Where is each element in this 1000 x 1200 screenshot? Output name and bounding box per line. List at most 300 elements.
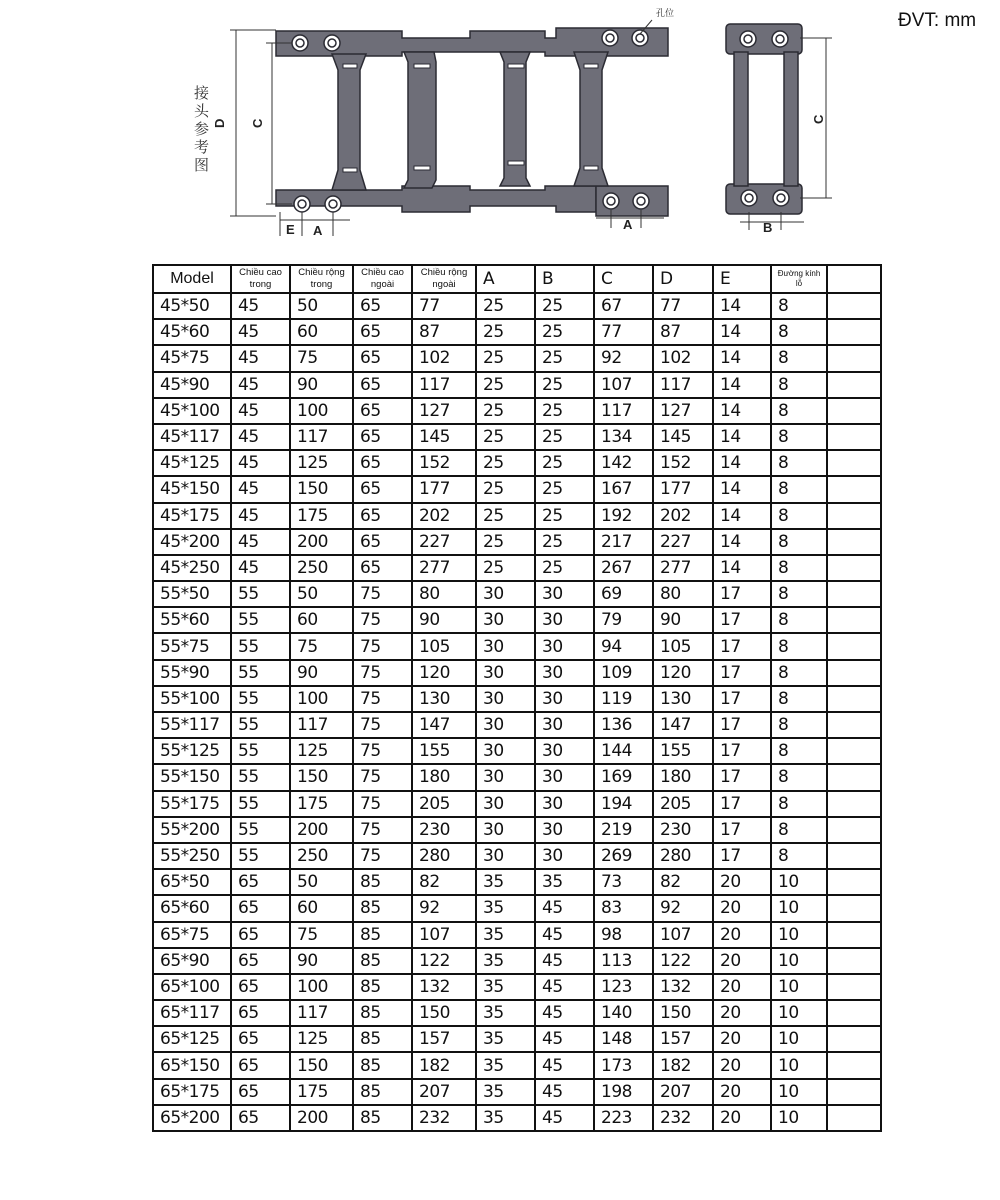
cell-hole-diameter: 10	[771, 895, 827, 921]
cell-e: 14	[713, 529, 771, 555]
cell-outer-width: 87	[412, 319, 476, 345]
cell-inner-height: 55	[231, 791, 290, 817]
cell-d: 82	[653, 869, 713, 895]
cell-inner-height: 45	[231, 476, 290, 502]
cell-e: 14	[713, 476, 771, 502]
cell-model: 55*200	[153, 817, 231, 843]
cell-blank	[827, 1000, 881, 1026]
cell-b: 30	[535, 660, 594, 686]
dim-label-e: E	[286, 222, 295, 237]
cell-b: 30	[535, 712, 594, 738]
cell-inner-height: 45	[231, 345, 290, 371]
cell-hole-diameter: 8	[771, 372, 827, 398]
cell-model: 45*117	[153, 424, 231, 450]
spec-table	[152, 264, 882, 1132]
cell-e: 20	[713, 869, 771, 895]
cell-inner-width: 117	[290, 1000, 353, 1026]
cell-outer-height: 65	[353, 424, 412, 450]
cell-outer-height: 65	[353, 372, 412, 398]
table-row	[153, 764, 881, 790]
cell-outer-height: 85	[353, 974, 412, 1000]
cell-blank	[827, 1079, 881, 1105]
table-row	[153, 476, 881, 502]
cell-e: 17	[713, 791, 771, 817]
cell-c: 198	[594, 1079, 653, 1105]
cell-b: 30	[535, 686, 594, 712]
dim-label-c2: C	[811, 114, 826, 124]
cell-d: 80	[653, 581, 713, 607]
cell-outer-width: 207	[412, 1079, 476, 1105]
cell-outer-width: 145	[412, 424, 476, 450]
cell-inner-height: 45	[231, 293, 290, 319]
svg-text:头: 头	[194, 102, 210, 120]
cell-blank	[827, 372, 881, 398]
cell-a: 35	[476, 948, 535, 974]
cell-inner-height: 65	[231, 1026, 290, 1052]
cell-outer-height: 75	[353, 764, 412, 790]
cell-blank	[827, 738, 881, 764]
cell-blank	[827, 345, 881, 371]
cell-inner-width: 75	[290, 345, 353, 371]
table-header-row	[153, 265, 881, 293]
cell-a: 30	[476, 817, 535, 843]
cell-model: 55*150	[153, 764, 231, 790]
cell-outer-height: 85	[353, 1026, 412, 1052]
table-row	[153, 922, 881, 948]
cell-inner-height: 55	[231, 660, 290, 686]
cell-a: 25	[476, 476, 535, 502]
cell-c: 169	[594, 764, 653, 790]
cell-inner-height: 65	[231, 1079, 290, 1105]
cell-inner-height: 55	[231, 764, 290, 790]
table-row	[153, 555, 881, 581]
cell-c: 142	[594, 450, 653, 476]
cell-blank	[827, 607, 881, 633]
cell-e: 20	[713, 922, 771, 948]
cell-e: 17	[713, 764, 771, 790]
cell-outer-height: 85	[353, 869, 412, 895]
cell-b: 45	[535, 895, 594, 921]
cell-b: 30	[535, 738, 594, 764]
cell-a: 35	[476, 922, 535, 948]
cell-c: 94	[594, 633, 653, 659]
cell-e: 20	[713, 895, 771, 921]
cell-d: 122	[653, 948, 713, 974]
cell-outer-height: 65	[353, 555, 412, 581]
header-inner-width: Chiều rộng trong	[290, 265, 353, 293]
cell-outer-width: 107	[412, 922, 476, 948]
end-view	[726, 24, 802, 214]
cell-blank	[827, 555, 881, 581]
cell-model: 45*60	[153, 319, 231, 345]
table-row	[153, 372, 881, 398]
cell-a: 25	[476, 398, 535, 424]
cell-inner-height: 45	[231, 424, 290, 450]
cell-hole-diameter: 8	[771, 843, 827, 869]
cell-inner-width: 175	[290, 791, 353, 817]
cell-inner-width: 150	[290, 764, 353, 790]
cell-blank	[827, 712, 881, 738]
cell-model: 45*90	[153, 372, 231, 398]
cell-hole-diameter: 8	[771, 660, 827, 686]
cell-model: 55*175	[153, 791, 231, 817]
header-a: A	[476, 265, 535, 293]
cell-outer-height: 85	[353, 948, 412, 974]
cell-outer-width: 127	[412, 398, 476, 424]
table-row	[153, 686, 881, 712]
cell-e: 17	[713, 843, 771, 869]
header-outer-height: Chiều cao ngoài	[353, 265, 412, 293]
cell-outer-width: 105	[412, 633, 476, 659]
cell-inner-width: 100	[290, 974, 353, 1000]
cell-b: 45	[535, 1105, 594, 1131]
cell-blank	[827, 450, 881, 476]
cell-e: 17	[713, 633, 771, 659]
table-row	[153, 1079, 881, 1105]
header-d: D	[653, 265, 713, 293]
cell-inner-width: 200	[290, 817, 353, 843]
table-row	[153, 895, 881, 921]
cell-e: 20	[713, 1026, 771, 1052]
cell-outer-width: 180	[412, 764, 476, 790]
cell-hole-diameter: 8	[771, 529, 827, 555]
header-b: B	[535, 265, 594, 293]
cell-inner-width: 100	[290, 398, 353, 424]
cell-d: 90	[653, 607, 713, 633]
cell-e: 20	[713, 1000, 771, 1026]
cell-c: 123	[594, 974, 653, 1000]
cell-outer-height: 65	[353, 293, 412, 319]
cell-hole-diameter: 10	[771, 1105, 827, 1131]
cell-e: 14	[713, 503, 771, 529]
cell-model: 45*150	[153, 476, 231, 502]
cell-inner-width: 50	[290, 869, 353, 895]
cell-model: 45*250	[153, 555, 231, 581]
cell-model: 65*200	[153, 1105, 231, 1131]
cell-hole-diameter: 8	[771, 476, 827, 502]
cell-outer-width: 122	[412, 948, 476, 974]
cell-outer-width: 90	[412, 607, 476, 633]
cell-c: 269	[594, 843, 653, 869]
cell-inner-width: 50	[290, 293, 353, 319]
cell-a: 30	[476, 633, 535, 659]
cell-a: 30	[476, 660, 535, 686]
cell-d: 157	[653, 1026, 713, 1052]
cell-e: 17	[713, 712, 771, 738]
cell-inner-width: 125	[290, 738, 353, 764]
cell-model: 55*75	[153, 633, 231, 659]
cell-outer-height: 65	[353, 476, 412, 502]
table-row	[153, 660, 881, 686]
cell-c: 144	[594, 738, 653, 764]
cell-e: 17	[713, 817, 771, 843]
cell-d: 182	[653, 1052, 713, 1078]
chain-link-drawing	[0, 0, 1000, 262]
cell-e: 14	[713, 345, 771, 371]
cell-d: 202	[653, 503, 713, 529]
cell-outer-height: 65	[353, 529, 412, 555]
cell-inner-height: 65	[231, 948, 290, 974]
cell-a: 35	[476, 1105, 535, 1131]
cell-d: 92	[653, 895, 713, 921]
cell-b: 30	[535, 581, 594, 607]
cell-outer-height: 75	[353, 791, 412, 817]
cell-outer-height: 75	[353, 738, 412, 764]
cell-c: 107	[594, 372, 653, 398]
cell-inner-height: 55	[231, 607, 290, 633]
cell-blank	[827, 660, 881, 686]
cell-model: 55*60	[153, 607, 231, 633]
cell-blank	[827, 398, 881, 424]
cell-hole-diameter: 8	[771, 398, 827, 424]
cell-c: 134	[594, 424, 653, 450]
cell-outer-height: 75	[353, 843, 412, 869]
dim-label-b: B	[763, 220, 773, 235]
cell-model: 55*250	[153, 843, 231, 869]
hole-label: 孔位	[656, 9, 675, 19]
cell-b: 25	[535, 293, 594, 319]
cell-e: 14	[713, 424, 771, 450]
cell-blank	[827, 319, 881, 345]
cell-outer-height: 85	[353, 1079, 412, 1105]
cell-b: 25	[535, 476, 594, 502]
vertical-caption	[194, 84, 210, 174]
cell-model: 45*125	[153, 450, 231, 476]
cell-hole-diameter: 8	[771, 607, 827, 633]
cell-blank	[827, 503, 881, 529]
cell-d: 155	[653, 738, 713, 764]
cell-b: 45	[535, 922, 594, 948]
cell-e: 20	[713, 1105, 771, 1131]
cell-b: 45	[535, 1052, 594, 1078]
cell-blank	[827, 1052, 881, 1078]
cell-inner-height: 45	[231, 555, 290, 581]
table-row	[153, 843, 881, 869]
cell-a: 30	[476, 764, 535, 790]
table-row	[153, 319, 881, 345]
cell-outer-height: 85	[353, 895, 412, 921]
cell-c: 136	[594, 712, 653, 738]
cell-inner-width: 60	[290, 607, 353, 633]
cell-hole-diameter: 8	[771, 633, 827, 659]
cell-inner-height: 65	[231, 1105, 290, 1131]
cell-outer-width: 230	[412, 817, 476, 843]
cell-inner-height: 45	[231, 450, 290, 476]
cell-d: 152	[653, 450, 713, 476]
cell-blank	[827, 293, 881, 319]
cell-d: 105	[653, 633, 713, 659]
cell-c: 119	[594, 686, 653, 712]
cell-outer-width: 130	[412, 686, 476, 712]
cell-model: 65*175	[153, 1079, 231, 1105]
cell-b: 25	[535, 345, 594, 371]
cell-outer-width: 155	[412, 738, 476, 764]
cell-d: 205	[653, 791, 713, 817]
cell-d: 280	[653, 843, 713, 869]
cell-outer-width: 232	[412, 1105, 476, 1131]
cell-blank	[827, 476, 881, 502]
cell-c: 194	[594, 791, 653, 817]
cell-c: 267	[594, 555, 653, 581]
cell-b: 30	[535, 843, 594, 869]
cell-b: 30	[535, 791, 594, 817]
cell-blank	[827, 948, 881, 974]
cell-outer-height: 85	[353, 1000, 412, 1026]
cell-hole-diameter: 8	[771, 817, 827, 843]
cell-model: 55*50	[153, 581, 231, 607]
cell-d: 230	[653, 817, 713, 843]
cell-inner-width: 90	[290, 372, 353, 398]
cell-hole-diameter: 8	[771, 503, 827, 529]
cell-model: 45*100	[153, 398, 231, 424]
cell-b: 45	[535, 1000, 594, 1026]
table-row	[153, 607, 881, 633]
cell-b: 25	[535, 398, 594, 424]
cell-a: 25	[476, 503, 535, 529]
cell-outer-width: 280	[412, 843, 476, 869]
cell-e: 17	[713, 686, 771, 712]
svg-text:参: 参	[194, 120, 210, 138]
cell-inner-height: 55	[231, 633, 290, 659]
cell-e: 14	[713, 398, 771, 424]
cell-b: 45	[535, 1079, 594, 1105]
table-row	[153, 581, 881, 607]
cell-hole-diameter: 8	[771, 686, 827, 712]
cell-outer-width: 132	[412, 974, 476, 1000]
cell-b: 45	[535, 948, 594, 974]
svg-text:考: 考	[194, 138, 210, 156]
cell-hole-diameter: 8	[771, 555, 827, 581]
cell-outer-height: 75	[353, 607, 412, 633]
table-row	[153, 424, 881, 450]
cell-a: 25	[476, 319, 535, 345]
cell-a: 35	[476, 1026, 535, 1052]
table-row	[153, 974, 881, 1000]
cell-c: 73	[594, 869, 653, 895]
cell-outer-height: 85	[353, 1052, 412, 1078]
cell-d: 227	[653, 529, 713, 555]
header-c: C	[594, 265, 653, 293]
cell-inner-height: 55	[231, 712, 290, 738]
table-row	[153, 529, 881, 555]
cell-inner-width: 50	[290, 581, 353, 607]
table-row	[153, 1052, 881, 1078]
cell-outer-width: 177	[412, 476, 476, 502]
cell-b: 25	[535, 424, 594, 450]
cell-inner-width: 150	[290, 1052, 353, 1078]
cell-outer-width: 182	[412, 1052, 476, 1078]
cell-b: 25	[535, 372, 594, 398]
cell-c: 223	[594, 1105, 653, 1131]
cell-a: 30	[476, 791, 535, 817]
cell-hole-diameter: 8	[771, 293, 827, 319]
cell-outer-height: 65	[353, 503, 412, 529]
cell-model: 45*75	[153, 345, 231, 371]
cell-blank	[827, 581, 881, 607]
crossbar-3	[500, 52, 530, 186]
cell-e: 14	[713, 372, 771, 398]
cell-c: 98	[594, 922, 653, 948]
cell-blank	[827, 633, 881, 659]
cell-c: 92	[594, 345, 653, 371]
table-row	[153, 948, 881, 974]
svg-text:接: 接	[194, 84, 210, 102]
cell-inner-width: 200	[290, 1105, 353, 1131]
cell-a: 25	[476, 345, 535, 371]
dim-label-a: A	[313, 223, 323, 238]
cell-b: 45	[535, 1026, 594, 1052]
cell-hole-diameter: 8	[771, 450, 827, 476]
cell-model: 55*90	[153, 660, 231, 686]
cell-d: 145	[653, 424, 713, 450]
cell-c: 167	[594, 476, 653, 502]
cell-b: 25	[535, 529, 594, 555]
cell-d: 107	[653, 922, 713, 948]
cell-outer-height: 75	[353, 660, 412, 686]
cell-a: 35	[476, 895, 535, 921]
svg-text:图: 图	[194, 156, 210, 174]
cell-blank	[827, 843, 881, 869]
cell-inner-width: 117	[290, 712, 353, 738]
cell-c: 173	[594, 1052, 653, 1078]
cell-inner-width: 60	[290, 895, 353, 921]
cell-c: 217	[594, 529, 653, 555]
cell-blank	[827, 817, 881, 843]
cell-outer-width: 80	[412, 581, 476, 607]
table-row	[153, 712, 881, 738]
cell-c: 69	[594, 581, 653, 607]
cell-a: 35	[476, 869, 535, 895]
table-row	[153, 1000, 881, 1026]
cell-inner-width: 200	[290, 529, 353, 555]
cell-d: 232	[653, 1105, 713, 1131]
cell-inner-height: 55	[231, 843, 290, 869]
cell-hole-diameter: 8	[771, 345, 827, 371]
header-model: Model	[153, 265, 231, 293]
table-row	[153, 1105, 881, 1131]
cell-c: 109	[594, 660, 653, 686]
cell-b: 45	[535, 974, 594, 1000]
cell-e: 14	[713, 555, 771, 581]
cell-b: 35	[535, 869, 594, 895]
cell-inner-width: 60	[290, 319, 353, 345]
cell-d: 117	[653, 372, 713, 398]
cell-hole-diameter: 10	[771, 1026, 827, 1052]
cell-e: 20	[713, 1052, 771, 1078]
cell-e: 14	[713, 450, 771, 476]
cell-d: 132	[653, 974, 713, 1000]
cell-outer-width: 117	[412, 372, 476, 398]
cell-e: 14	[713, 293, 771, 319]
cell-inner-height: 45	[231, 372, 290, 398]
cell-inner-height: 45	[231, 319, 290, 345]
header-inner-height: Chiều cao trong	[231, 265, 290, 293]
cell-b: 25	[535, 450, 594, 476]
cell-e: 17	[713, 607, 771, 633]
table-row	[153, 633, 881, 659]
cell-inner-height: 55	[231, 581, 290, 607]
cell-c: 83	[594, 895, 653, 921]
cell-hole-diameter: 8	[771, 712, 827, 738]
cell-model: 55*100	[153, 686, 231, 712]
cell-inner-width: 250	[290, 555, 353, 581]
cell-d: 177	[653, 476, 713, 502]
cell-outer-height: 65	[353, 345, 412, 371]
cell-hole-diameter: 8	[771, 581, 827, 607]
cell-inner-height: 45	[231, 529, 290, 555]
cell-inner-width: 125	[290, 1026, 353, 1052]
cell-d: 87	[653, 319, 713, 345]
